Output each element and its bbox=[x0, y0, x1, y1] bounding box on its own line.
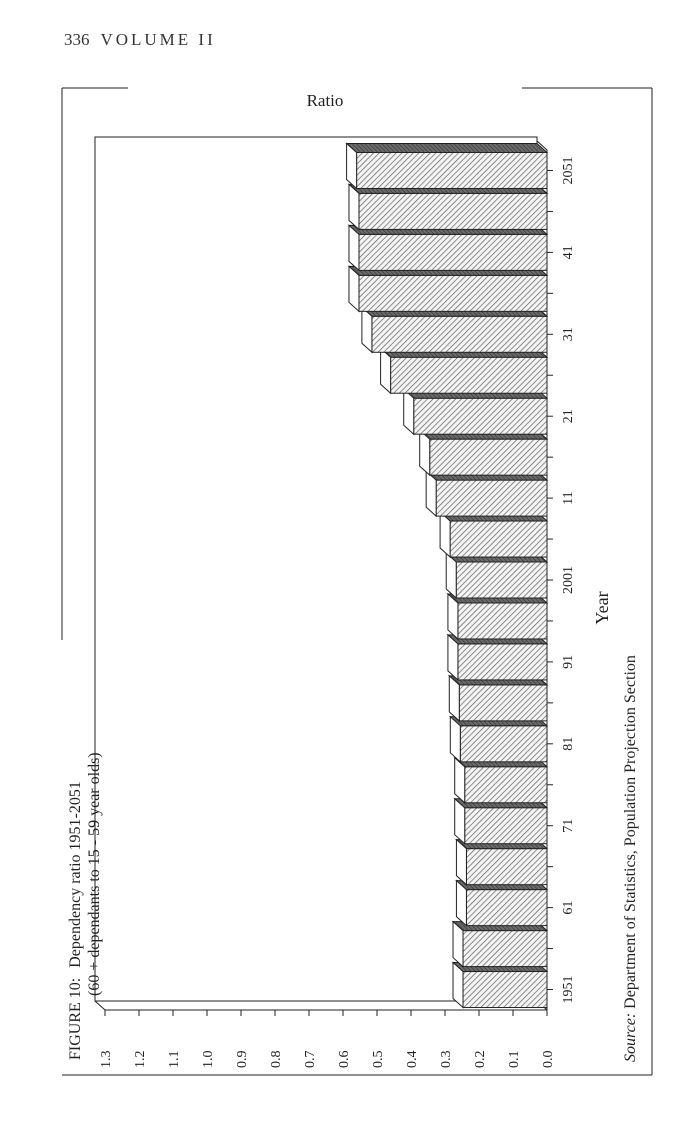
value-tick-label: 0.4 bbox=[405, 1050, 420, 1068]
value-tick-label: 0.5 bbox=[371, 1050, 386, 1068]
bar bbox=[465, 808, 547, 844]
value-tick-label: 0.6 bbox=[337, 1050, 352, 1068]
category-tick-label: 21 bbox=[561, 409, 576, 424]
category-tick-label: 1951 bbox=[561, 975, 576, 1004]
figure-subtitle: (60 + dependants to 15 - 59 year olds) bbox=[86, 752, 103, 996]
figure-label: FIGURE 10: bbox=[67, 977, 84, 1060]
category-tick-label: 11 bbox=[561, 491, 576, 505]
category-tick-label: 31 bbox=[561, 327, 576, 342]
bar bbox=[430, 439, 547, 475]
figure-caption-line1 bbox=[67, 781, 84, 1060]
category-tick-label: 61 bbox=[561, 900, 576, 915]
bar bbox=[359, 275, 547, 311]
volume-title: VOLUME II bbox=[100, 30, 216, 49]
value-tick-label: 0.2 bbox=[473, 1050, 488, 1068]
value-tick-label: 0.8 bbox=[269, 1050, 284, 1068]
bar bbox=[359, 193, 547, 229]
category-tick-label: 2001 bbox=[561, 566, 576, 594]
category-tick-label: 81 bbox=[561, 736, 576, 751]
value-tick-label: 1.3 bbox=[99, 1050, 114, 1068]
value-tick-label: 1.1 bbox=[167, 1050, 182, 1068]
value-tick-label: 1.2 bbox=[133, 1050, 148, 1068]
category-tick-label: 71 bbox=[561, 818, 576, 833]
source-label: Source: bbox=[622, 1012, 639, 1062]
bar bbox=[372, 316, 547, 352]
category-tick-label: 41 bbox=[561, 245, 576, 260]
bar bbox=[456, 562, 547, 598]
bar bbox=[460, 726, 547, 762]
value-tick-label: 0.0 bbox=[541, 1050, 556, 1068]
source-text: Department of Statistics, Population Projection Section bbox=[622, 655, 639, 1009]
bar bbox=[359, 234, 547, 270]
bar bbox=[466, 849, 547, 885]
bar bbox=[466, 890, 547, 926]
bar-side bbox=[347, 143, 547, 152]
category-tick-label: 91 bbox=[561, 654, 576, 669]
bar bbox=[436, 480, 547, 516]
year-axis-title: Year bbox=[592, 591, 612, 625]
value-tick-label: 0.1 bbox=[507, 1050, 522, 1068]
page-number: 336 bbox=[64, 30, 90, 49]
category-tick-label: 2051 bbox=[561, 156, 576, 185]
bar bbox=[463, 931, 547, 967]
bar bbox=[459, 685, 547, 721]
bar bbox=[357, 152, 547, 188]
chart-area bbox=[95, 137, 576, 1068]
source-note bbox=[622, 655, 639, 1062]
value-axis-depth-left bbox=[95, 1001, 105, 1010]
bar bbox=[450, 521, 547, 557]
bar bbox=[414, 398, 547, 434]
value-tick-label: 1.0 bbox=[201, 1050, 216, 1068]
bar bbox=[391, 357, 547, 393]
bar bbox=[465, 767, 547, 803]
value-tick-label: 0.3 bbox=[439, 1050, 454, 1068]
value-tick-label: 0.7 bbox=[303, 1050, 318, 1068]
bar bbox=[458, 603, 547, 639]
bar bbox=[458, 644, 547, 680]
bar bbox=[463, 972, 547, 1008]
figure-title: Dependency ratio 1951-2051 bbox=[67, 781, 84, 968]
value-tick-label: 0.9 bbox=[235, 1050, 250, 1068]
ratio-axis-title: Ratio bbox=[306, 91, 344, 110]
